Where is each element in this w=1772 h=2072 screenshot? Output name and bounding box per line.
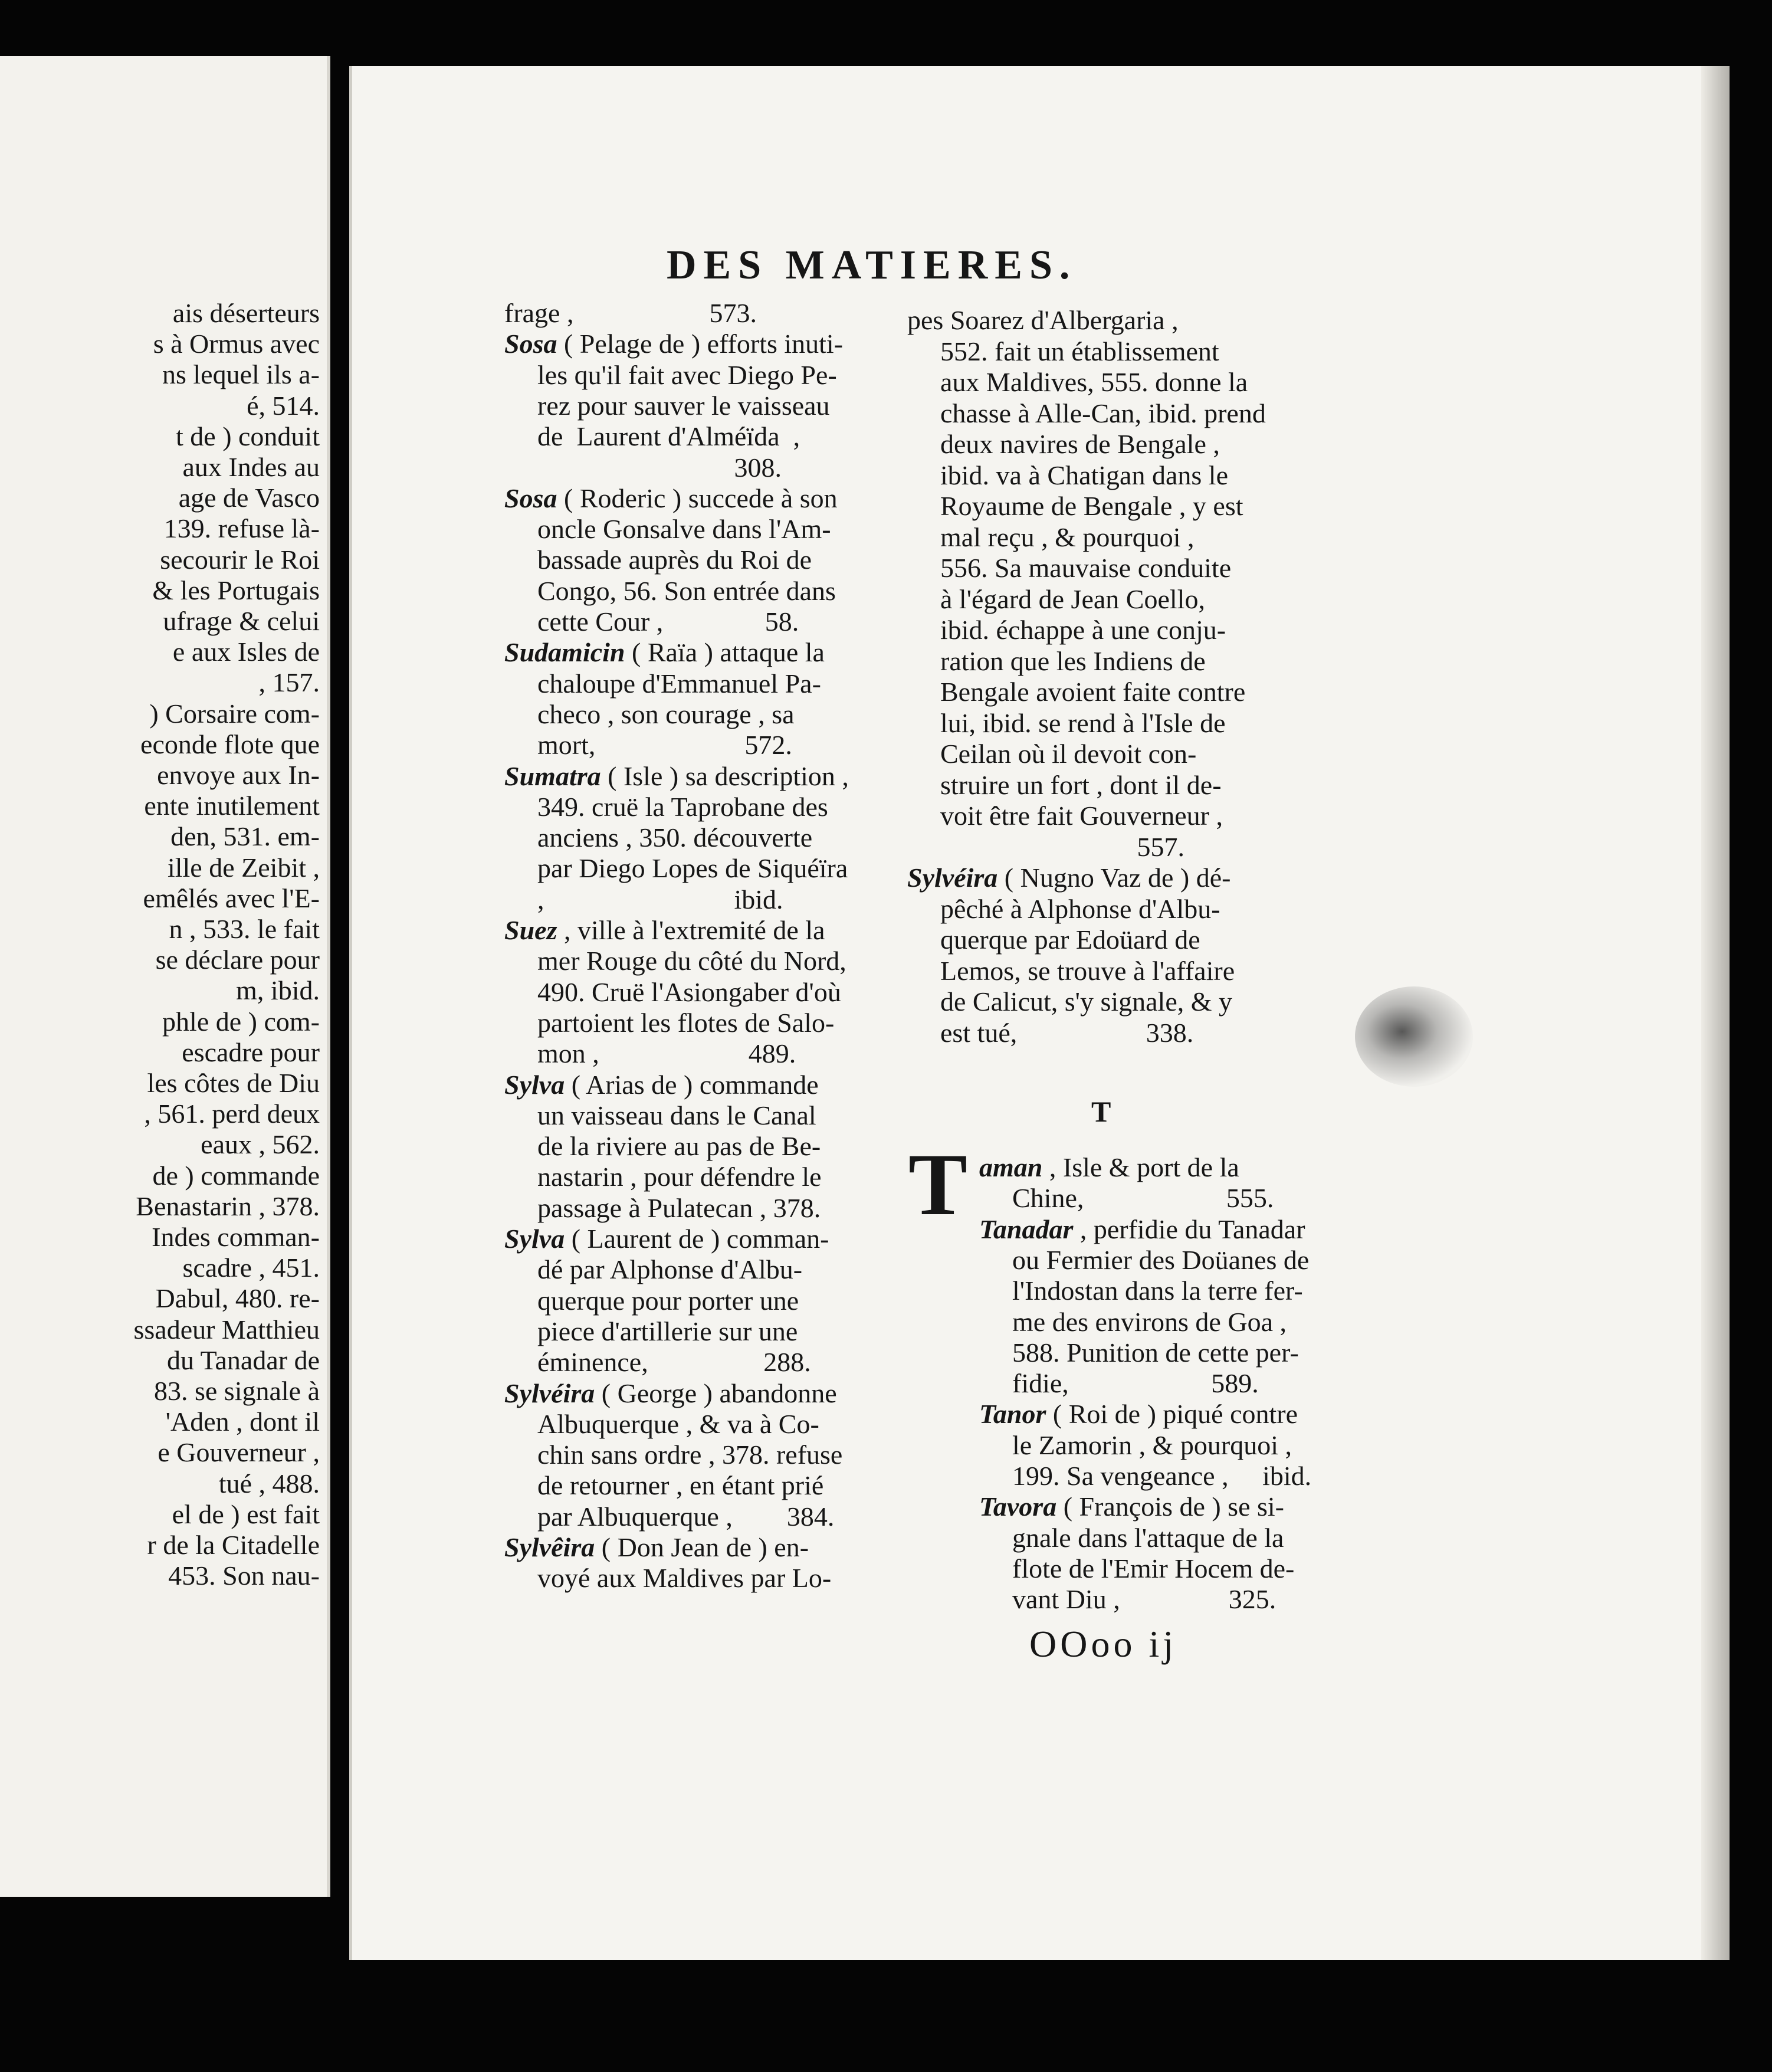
index-entry — [940, 801, 1223, 831]
entry-text: mer Rouge du côté du Nord, — [537, 946, 846, 976]
index-line: 139. refuse là- — [163, 513, 320, 544]
entry-text: à l'égard de Jean Coello, — [940, 583, 1205, 614]
index-entry — [537, 853, 848, 884]
entry-keyword: Sylva — [504, 1069, 565, 1100]
page-title: DES MATIERES. — [667, 242, 1077, 288]
entry-text: 349. cruë la Taprobane des — [537, 791, 828, 822]
entry-text: ( Pelage de ) efforts inuti- — [557, 329, 844, 359]
entry-text: me des environs de Goa , — [1012, 1306, 1287, 1337]
index-line: eaux , 562. — [201, 1129, 320, 1160]
index-entry — [504, 329, 843, 359]
entry-text: piece d'artillerie sur une — [537, 1316, 798, 1346]
entry-text: de Laurent d'Alméïda , — [537, 421, 800, 452]
index-entry — [940, 522, 1195, 553]
page-edge — [1701, 66, 1730, 1960]
index-entry — [537, 360, 837, 391]
entry-keyword: Sudamicin — [504, 637, 625, 668]
index-entry — [537, 1563, 831, 1594]
index-entry — [537, 1316, 798, 1347]
entry-text: Lemos, se trouve à l'affaire — [940, 955, 1235, 986]
index-entry — [1012, 1523, 1284, 1553]
index-line: é, 514. — [247, 390, 320, 421]
entry-text: ( François de ) se si- — [1056, 1491, 1284, 1522]
entry-text: frage , 573. — [504, 298, 757, 328]
entry-keyword: Sosa — [504, 329, 557, 359]
entry-text: Bengale avoient faite contre — [940, 677, 1246, 707]
index-entry — [940, 924, 1200, 955]
entry-text: 557. — [940, 831, 1184, 862]
entry-text: cette Cour , 58. — [537, 606, 799, 637]
index-entry — [504, 1224, 829, 1254]
index-entry — [907, 305, 1179, 336]
index-entry — [537, 576, 836, 606]
entry-text: ( Laurent de ) comman- — [565, 1224, 829, 1254]
index-entry — [940, 770, 1222, 801]
index-line: ) Corsaire com- — [149, 698, 320, 729]
index-entry — [537, 946, 846, 976]
left-page — [0, 56, 330, 1897]
index-entry — [504, 1532, 809, 1563]
entry-text: ( Don Jean de ) en- — [595, 1532, 809, 1562]
index-entry — [537, 453, 782, 483]
section-letter: T — [1091, 1095, 1111, 1128]
entry-keyword: Sumatra — [504, 760, 601, 791]
entry-text: ( Roderic ) succede à son — [557, 483, 838, 513]
index-line: aux Indes au — [182, 452, 320, 482]
entry-text: les qu'il fait avec Diego Pe- — [537, 359, 837, 390]
entry-text: chasse à Alle-Can, ibid. prend — [940, 398, 1266, 428]
index-entry — [940, 460, 1228, 491]
entry-text: ( Isle ) sa description , — [600, 760, 849, 791]
entry-text: par Albuquerque , 384. — [537, 1501, 835, 1532]
entry-text: ibid. échappe à une conju- — [940, 615, 1226, 645]
entry-text: voit être fait Gouverneur , — [940, 801, 1223, 831]
index-entry — [537, 421, 800, 452]
entry-text: de retourner , en étant prié — [537, 1470, 824, 1501]
entry-text: ( Roi de ) piqué contre — [1046, 1399, 1298, 1430]
index-line: ssadeur Matthieu — [133, 1314, 320, 1345]
index-entry — [979, 1399, 1298, 1430]
index-entry — [504, 761, 849, 792]
entry-text: de Calicut, s'y signale, & y — [940, 986, 1233, 1017]
entry-text: flote de l'Emir Hocem de- — [1012, 1553, 1295, 1583]
entry-text: passage à Pulatecan , 378. — [537, 1192, 821, 1223]
index-entry — [537, 792, 828, 822]
index-entry — [537, 822, 812, 853]
index-line: 453. Son nau- — [168, 1560, 320, 1591]
index-entry — [537, 1131, 821, 1162]
index-line: n , 533. le fait — [169, 914, 320, 944]
index-entry — [940, 615, 1226, 645]
entry-text: querque par Edoüard de — [940, 924, 1200, 955]
index-entry — [537, 1162, 822, 1192]
entry-text: le Zamorin , & pourquoi , — [1012, 1430, 1292, 1460]
index-line: m, ibid. — [236, 975, 320, 1006]
index-line: s à Ormus avec — [153, 329, 320, 359]
index-entry — [907, 863, 1230, 893]
entry-text: anciens , 350. découverte — [537, 822, 813, 853]
index-entry — [504, 483, 838, 514]
index-entry — [1012, 1307, 1287, 1337]
index-entry — [1012, 1183, 1274, 1214]
index-entry — [940, 367, 1248, 398]
entry-keyword: Sosa — [504, 483, 557, 513]
entry-text: un vaisseau dans le Canal — [537, 1100, 816, 1130]
entry-text: bassade auprès du Roi de — [537, 545, 812, 575]
left-column — [0, 56, 330, 1897]
entry-text: querque pour porter une — [537, 1285, 799, 1316]
index-entry — [1012, 1461, 1311, 1491]
index-entry — [537, 884, 783, 915]
entry-text: chaloupe d'Emmanuel Pa- — [537, 668, 821, 699]
index-line: ille de Zeibit , — [167, 852, 320, 883]
index-line: escadre pour — [182, 1037, 320, 1067]
entry-text: voyé aux Maldives par Lo- — [537, 1563, 832, 1594]
index-entry — [537, 514, 831, 545]
index-line: el de ) est fait — [172, 1499, 320, 1529]
index-entry — [1012, 1430, 1292, 1461]
entry-text: l'Indostan dans la terre fer- — [1012, 1276, 1303, 1306]
index-entry — [940, 398, 1266, 429]
index-line: t de ) conduit — [176, 421, 320, 451]
entry-text: Albuquerque , & va à Co- — [537, 1408, 819, 1439]
entry-text: struire un fort , dont il de- — [940, 769, 1222, 800]
entry-keyword: Suez — [504, 915, 557, 945]
entry-keyword: Tavora — [979, 1491, 1057, 1522]
index-entry — [537, 1347, 811, 1378]
index-entry — [504, 915, 825, 946]
index-line: ais déserteurs — [172, 298, 320, 328]
index-entry — [504, 298, 757, 329]
index-entry — [940, 986, 1232, 1017]
index-line: Indes comman- — [152, 1222, 320, 1252]
index-line: e aux Isles de — [172, 637, 320, 667]
entry-text: dé par Alphonse d'Albu- — [537, 1254, 803, 1285]
index-entry — [940, 832, 1184, 863]
index-entry — [537, 1409, 819, 1440]
index-entry — [940, 739, 1196, 769]
entry-text: nastarin , pour défendre le — [537, 1162, 822, 1192]
entry-text: partoient les flotes de Salo- — [537, 1007, 835, 1038]
entry-keyword: Sylvéira — [504, 1378, 595, 1408]
index-entry — [1012, 1368, 1259, 1399]
index-entry — [1012, 1245, 1309, 1276]
index-line: e Gouverneur , — [157, 1437, 320, 1468]
entry-text: Chine, 555. — [1012, 1183, 1274, 1214]
index-entry — [940, 336, 1219, 367]
entry-text: ( Arias de ) commande — [565, 1069, 819, 1100]
index-line: Dabul, 480. re- — [155, 1283, 320, 1314]
index-line: Benastarin , 378. — [136, 1191, 320, 1221]
index-line: phle de ) com- — [162, 1006, 320, 1037]
entry-text: gnale dans l'attaque de la — [1012, 1522, 1284, 1553]
index-entry — [940, 1018, 1193, 1048]
index-line: ns lequel ils a- — [162, 359, 320, 390]
index-entry — [537, 1470, 823, 1501]
index-line: envoye aux In- — [157, 760, 320, 790]
entry-text: ( Nugno Vaz de ) dé- — [997, 863, 1231, 893]
index-line: 83. se signale à — [153, 1376, 320, 1406]
index-line: econde flote que — [140, 729, 320, 759]
entry-keyword: Sylvéira — [907, 863, 998, 893]
index-line: ufrage & celui — [163, 606, 320, 636]
index-entry — [979, 1152, 1239, 1183]
entry-text: pes Soarez d'Albergaria , — [907, 305, 1179, 335]
index-entry — [537, 1501, 834, 1532]
index-line: secourir le Roi — [160, 544, 320, 575]
entry-text: par Diego Lopes de Siquéïra — [537, 853, 848, 884]
index-entry — [1012, 1553, 1294, 1584]
index-entry — [537, 1286, 799, 1316]
index-line: ente inutilement — [144, 791, 320, 821]
entry-text: chin sans ordre , 378. refuse — [537, 1440, 843, 1470]
entry-text: ration que les Indiens de — [940, 645, 1206, 676]
entry-text: 308. — [537, 452, 782, 483]
index-entry — [504, 1070, 819, 1100]
entry-text: fidie, 589. — [1012, 1368, 1259, 1399]
entry-text: rez pour sauver le vaisseau — [537, 390, 830, 421]
index-entry — [504, 1378, 837, 1409]
index-line: & les Portugais — [152, 575, 320, 605]
entry-text: , Isle & port de la — [1042, 1152, 1239, 1182]
index-line: de ) commande — [152, 1160, 320, 1191]
entry-keyword: aman — [979, 1152, 1043, 1182]
index-line: , 157. — [258, 667, 320, 698]
index-entry — [979, 1214, 1305, 1245]
index-entry — [979, 1491, 1284, 1522]
signature-mark: OOoo ij — [1029, 1623, 1177, 1665]
entry-text: de la riviere au pas de Be- — [537, 1131, 821, 1162]
index-entry — [1012, 1276, 1303, 1306]
entry-text: vant Diu , 325. — [1012, 1584, 1277, 1615]
entry-text: lui, ibid. se rend à l'Isle de — [940, 707, 1226, 738]
index-line: age de Vasco — [178, 483, 320, 513]
entry-text: ( George ) abandonne — [595, 1378, 837, 1408]
index-entry — [537, 1008, 834, 1038]
index-entry — [537, 1038, 796, 1069]
entry-keyword: Tanor — [979, 1399, 1046, 1430]
entry-text: 588. Punition de cette per- — [1012, 1337, 1299, 1368]
index-line: tué , 488. — [218, 1468, 320, 1499]
entry-keyword: Sylva — [504, 1224, 565, 1254]
index-entry — [537, 1440, 842, 1470]
index-line: r de la Citadelle — [147, 1530, 320, 1560]
index-entry — [537, 977, 841, 1008]
entry-text: 552. fait un établissement — [940, 336, 1219, 366]
index-entry — [940, 553, 1231, 583]
entry-text: mon , 489. — [537, 1038, 796, 1069]
index-line: les côtes de Diu — [147, 1068, 320, 1098]
entry-text: Royaume de Bengale , y est — [940, 491, 1243, 521]
entry-text: pêché à Alphonse d'Albu- — [940, 893, 1220, 924]
index-entry — [940, 429, 1220, 460]
entry-text: ou Fermier des Doüanes de — [1012, 1244, 1310, 1275]
index-entry — [537, 545, 812, 575]
drop-cap: T — [908, 1136, 968, 1234]
entry-text: , ibid. — [537, 884, 783, 914]
index-entry — [537, 668, 821, 699]
index-entry — [504, 637, 825, 668]
entry-text: aux Maldives, 555. donne la — [940, 367, 1248, 397]
entry-text: éminence, 288. — [537, 1347, 811, 1378]
entry-text: checo , son courage , sa — [537, 699, 795, 729]
entry-text: ( Raïa ) attaque la — [625, 637, 825, 668]
entry-text: Congo, 56. Son entrée dans — [537, 575, 836, 606]
entry-text: 199. Sa vengeance , ibid. — [1012, 1461, 1312, 1491]
index-entry — [940, 708, 1226, 739]
entry-text: , perfidie du Tanadar — [1073, 1214, 1305, 1244]
entry-text: 556. Sa mauvaise conduite — [940, 553, 1232, 583]
index-entry — [940, 956, 1235, 986]
ink-smudge — [1355, 986, 1473, 1087]
index-line: 'Aden , dont il — [165, 1407, 320, 1437]
entry-text: mort, 572. — [537, 730, 792, 760]
index-entry — [537, 699, 795, 730]
entry-text: mal reçu , & pourquoi , — [940, 522, 1195, 552]
entry-text: deux navires de Bengale , — [940, 429, 1220, 459]
index-entry — [537, 1100, 816, 1131]
entry-text: Ceilan où il devoit con- — [940, 739, 1197, 769]
index-entry — [940, 677, 1245, 707]
entry-text: ibid. va à Chatigan dans le — [940, 460, 1228, 490]
index-entry — [940, 894, 1220, 924]
index-line: scadre , 451. — [182, 1253, 320, 1283]
index-entry — [940, 646, 1206, 677]
entry-text: 490. Cruë l'Asiongaber d'où — [537, 976, 841, 1007]
index-line: emêlés avec l'E- — [143, 883, 320, 913]
entry-text: , ville à l'extremité de la — [557, 915, 825, 945]
entry-keyword: Tanadar — [979, 1214, 1074, 1244]
index-entry — [537, 391, 830, 421]
index-entry — [537, 730, 792, 760]
index-entry — [537, 606, 799, 637]
index-line: , 561. perd deux — [144, 1099, 320, 1129]
index-entry — [1012, 1337, 1299, 1368]
entry-text: oncle Gonsalve dans l'Am- — [537, 514, 831, 545]
index-entry — [537, 1193, 821, 1224]
index-line: se déclare pour — [155, 945, 320, 975]
entry-keyword: Sylvêira — [504, 1532, 595, 1562]
entry-text: est tué, 338. — [940, 1017, 1194, 1048]
index-entry — [1012, 1584, 1276, 1615]
index-line: du Tanadar de — [166, 1345, 320, 1375]
index-line: den, 531. em- — [170, 821, 320, 852]
index-entry — [537, 1254, 802, 1285]
index-entry — [940, 491, 1243, 522]
index-entry — [940, 584, 1205, 615]
